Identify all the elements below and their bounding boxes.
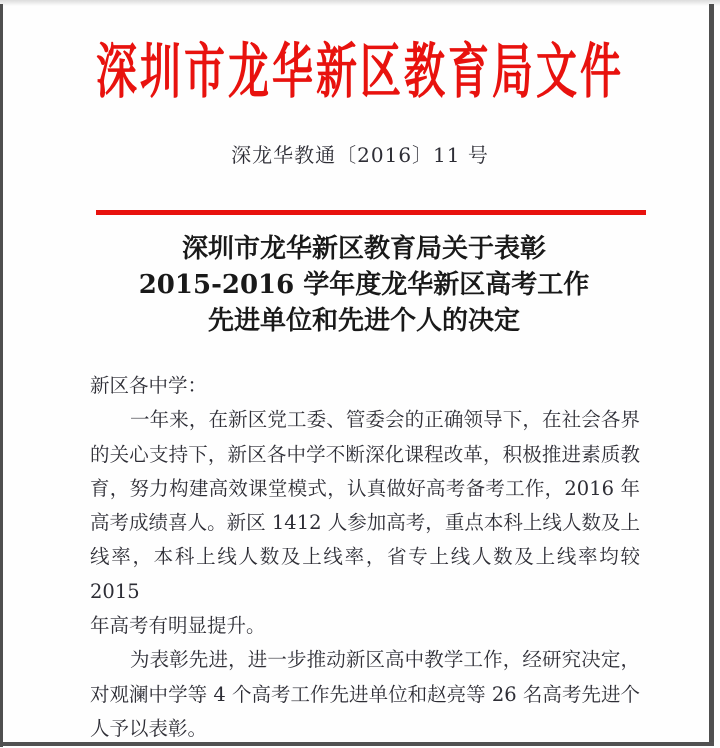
- doc-title: [86, 231, 642, 339]
- doc-title-line-3: 先进单位和先进个人的决定: [207, 306, 520, 336]
- red-divider-line: [96, 210, 646, 215]
- doc-title-line-2: 2015-2016 学年度龙华新区高考工作: [138, 270, 590, 300]
- letterhead-org-title-text: 深圳市龙华新区教育局文件: [96, 37, 624, 107]
- body-line: 一年来，在新区党工委、管委会的正确领导下，在社会各界: [130, 408, 640, 432]
- body-line: 为表彰先进，进一步推动新区高中教学工作，经研究决定，: [130, 648, 640, 672]
- body-salutation: 新区各中学：: [90, 374, 208, 397]
- body-line: 线率，本科上线人数及上线率，省专上线人数及上线率均较 2015: [90, 545, 640, 603]
- body-line: 对观澜中学等 4 个高考工作先进单位和赵亮等 26 名高考先进个: [90, 682, 640, 706]
- body-line: 的关心支持下，新区各中学不断深化课程改革，积极推进素质教: [90, 442, 640, 466]
- page-edge-top-shadow: [0, 0, 720, 6]
- body-line: 高考成绩喜人。新区 1412 人参加高考，重点本科上线人数及上: [90, 511, 640, 535]
- body-text: [90, 369, 640, 746]
- letterhead-org-title: [0, 24, 720, 107]
- body-line: 年高考有明显提升。: [90, 614, 266, 638]
- doc-title-line-1: 深圳市龙华新区教育局关于表彰: [181, 234, 546, 264]
- body-line: 育，努力构建高效课堂模式，认真做好高考备考工作，2016 年: [90, 476, 640, 500]
- page-edge-left: [0, 4, 3, 747]
- body-line: 人予以表彰。: [90, 716, 208, 740]
- page-edge-right: [709, 4, 714, 745]
- doc-number: 深龙华教通〔2016〕11 号: [231, 143, 489, 167]
